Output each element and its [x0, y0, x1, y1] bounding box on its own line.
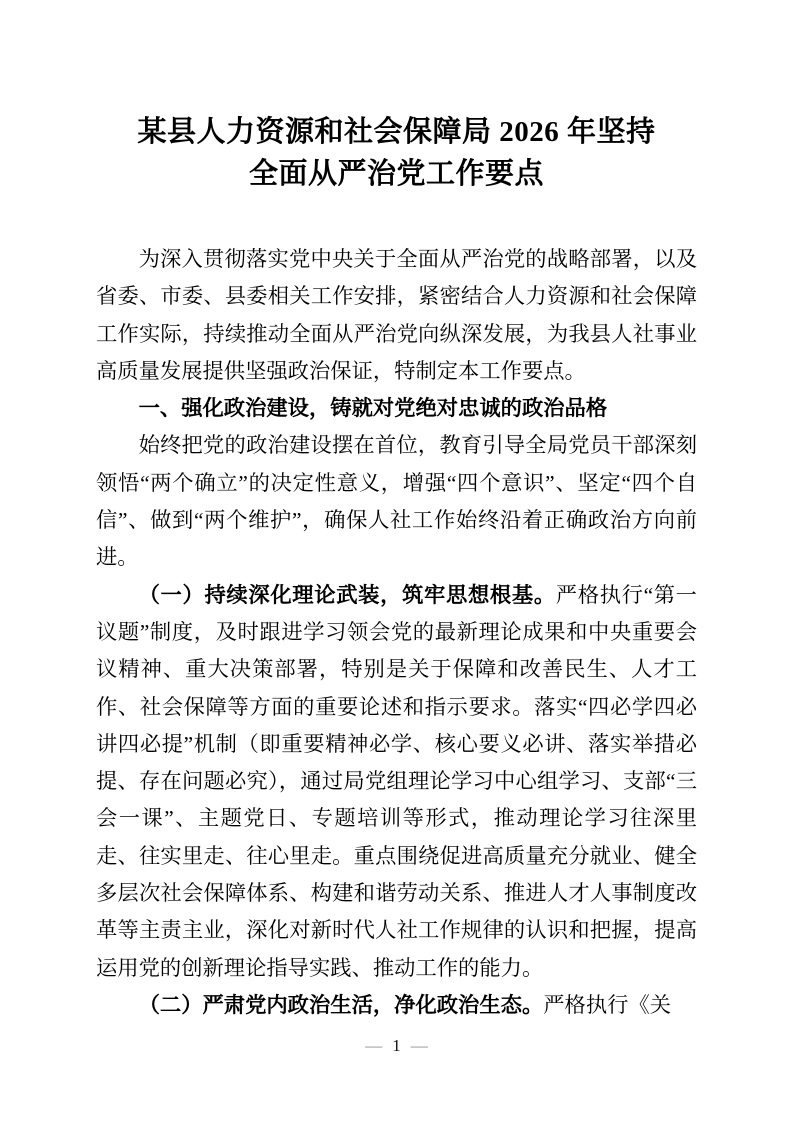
- paragraph-lead-emphasis: （一）持续深化理论武装，筑牢思想根基。: [138, 582, 556, 607]
- footer-dash-right: —: [410, 1036, 428, 1055]
- paragraph-text: 严格执行《关: [543, 992, 672, 1017]
- paragraph-text: 始终把党的政治建设摆在首位，教育引导全局党员干部深刻领悟“两个确立”的决定性意义，增强“四个意识”、坚定“四个自信”、做到“两个维护”，确保人社工作始终沿着正确政治方向前进。: [96, 433, 697, 570]
- title-line-2: 全面从严治党工作要点: [248, 158, 544, 190]
- section-heading: [96, 390, 697, 427]
- document-body: [96, 241, 697, 1024]
- paragraph-lead-emphasis: 一、强化政治建设，铸就对党绝对忠诚的政治品格: [138, 396, 608, 421]
- document-title: [0, 0, 793, 195]
- body-paragraph: [96, 987, 697, 1024]
- paragraph-lead-emphasis: （二）严肃党内政治生活，净化政治生态。: [138, 992, 544, 1017]
- footer-dash-left: —: [365, 1036, 383, 1055]
- paragraph-text: 为深入贯彻落实党中央关于全面从严治党的战略部署，以及省委、市委、县委相关工作安排，紧密结合人力资源和社会保障工作实际，持续推动全面从严治党向纵深发展，为我县人社事业高质量发展提供坚强政治保证，特制定本工作要点。: [96, 247, 697, 383]
- body-paragraph: [96, 427, 697, 576]
- body-paragraph: [96, 577, 697, 987]
- title-line-1: 某县人力资源和社会保障局 2026 年坚持: [137, 116, 656, 148]
- paragraph-text: 严格执行“第一议题”制度，及时跟进学习领会党的最新理论成果和中央重要会议精神、重大决策部署，特别是关于保障和改善民生、人才工作、社会保障等方面的重要论述和指示要求。落实“四必学四必讲四必提”机制（即重要精神必学、核心要义必讲、落实举措必提、存在问题必究），通过局党组理论学习中心组学习、支部“三会一课”、主题党日、专题培训等形式，推动理论学习往深里走、往实里走、往心里走。重点围绕促进高质量充分就业、健全多层次社会保障体系、构建和谐劳动关系、推进人才人事制度改革等主责主业，深化对新时代人社工作规律的认识和把握，提高运用党的创新理论指导实践、推动工作的能力。: [96, 582, 697, 980]
- page-footer: [0, 1036, 793, 1056]
- page-number: 1: [392, 1036, 401, 1055]
- body-paragraph: [96, 241, 697, 390]
